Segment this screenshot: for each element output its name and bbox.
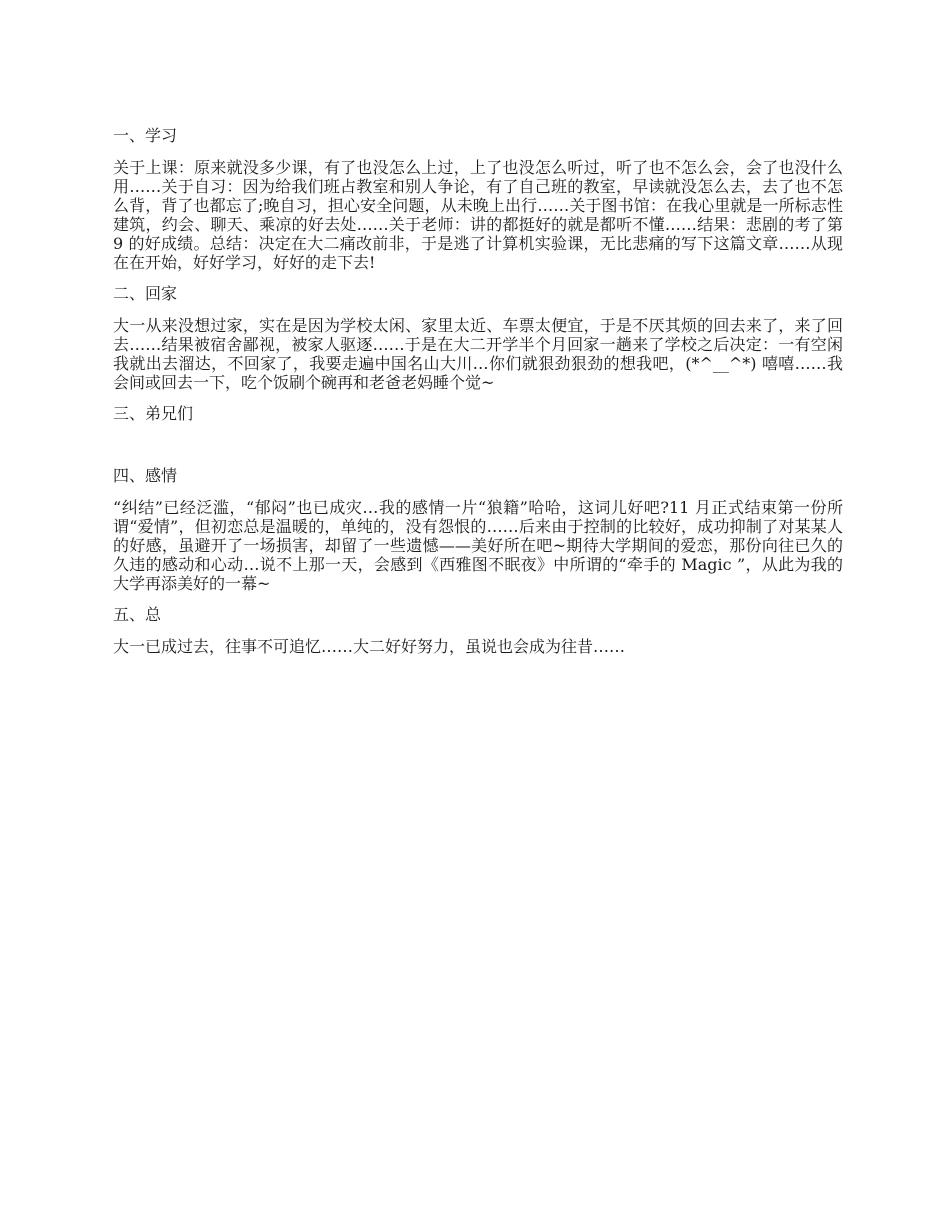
section-study (113, 124, 843, 272)
section-paragraph: 大一从来没想过家，实在是因为学校太闲、家里太近、车票太便宜，于是不厌其烦的回去来了，来了回去……结果被宿舍鄙视，被家人驱逐……于是在大二开学半个月回家一趟来了学校之后决定：一有空闲我就出去溜达，不回家了，我要走遍中国名山大川…你们就狠劲狠劲的想我吧，(*^__^*) 嘻嘻……我会间或回去一下，吃个饭刷个碗再和老爸老妈睡个觉~ (113, 316, 843, 392)
section-heading: 二、回家 (113, 284, 178, 303)
section-paragraph: “纠结”已经泛滥，“郁闷”也已成灾…我的感情一片“狼籍”哈哈，这词儿好吧?11 月正式结束第一份所谓“爱情”，但初恋总是温暖的，单纯的，没有怨恨的……后来由于控制的比较好，成功抑制了对某某人的好感，虽避开了一场损害，却留了一些遗憾——美好所在吧~期待大学期间的爱恋，那份向往已久的久违的感动和心动…说不上那一天，会感到《西雅图不眠夜》中所谓的“牵手的 Magic ”，从此为我的大学再添美好的一幕~ (113, 498, 843, 593)
section-feelings (113, 464, 843, 593)
section-heading: 四、感情 (113, 466, 178, 485)
section-heading: 五、总 (113, 605, 162, 624)
empty-paragraph (113, 436, 843, 464)
section-summary (113, 603, 843, 656)
section-paragraph: 关于上课：原来就没多少课，有了也没怎么上过，上了也没怎么听过，听了也不怎么会，会了也没什么用……关于自习：因为给我们班占教室和别人争论，有了自己班的教室，早读就没怎么去，去了也不怎么背，背了也都忘了;晚自习，担心安全问题，从未晚上出行……关于图书馆：在我心里就是一所标志性建筑，约会、聊天、乘凉的好去处……关于老师：讲的都挺好的就是都听不懂……结果：悲剧的考了第 9 的好成绩。总结：决定在大二痛改前非，于是逃了计算机实验课，无比悲痛的写下这篇文章……从现在在开始，好好学习，好好的走下去! (113, 158, 843, 272)
section-brothers (113, 402, 843, 464)
section-heading: 一、学习 (113, 126, 178, 145)
section-home (113, 282, 843, 392)
document-body (113, 124, 843, 666)
section-paragraph: 大一已成过去，往事不可追忆……大二好好努力，虽说也会成为往昔…… (113, 637, 626, 656)
section-heading: 三、弟兄们 (113, 404, 194, 423)
